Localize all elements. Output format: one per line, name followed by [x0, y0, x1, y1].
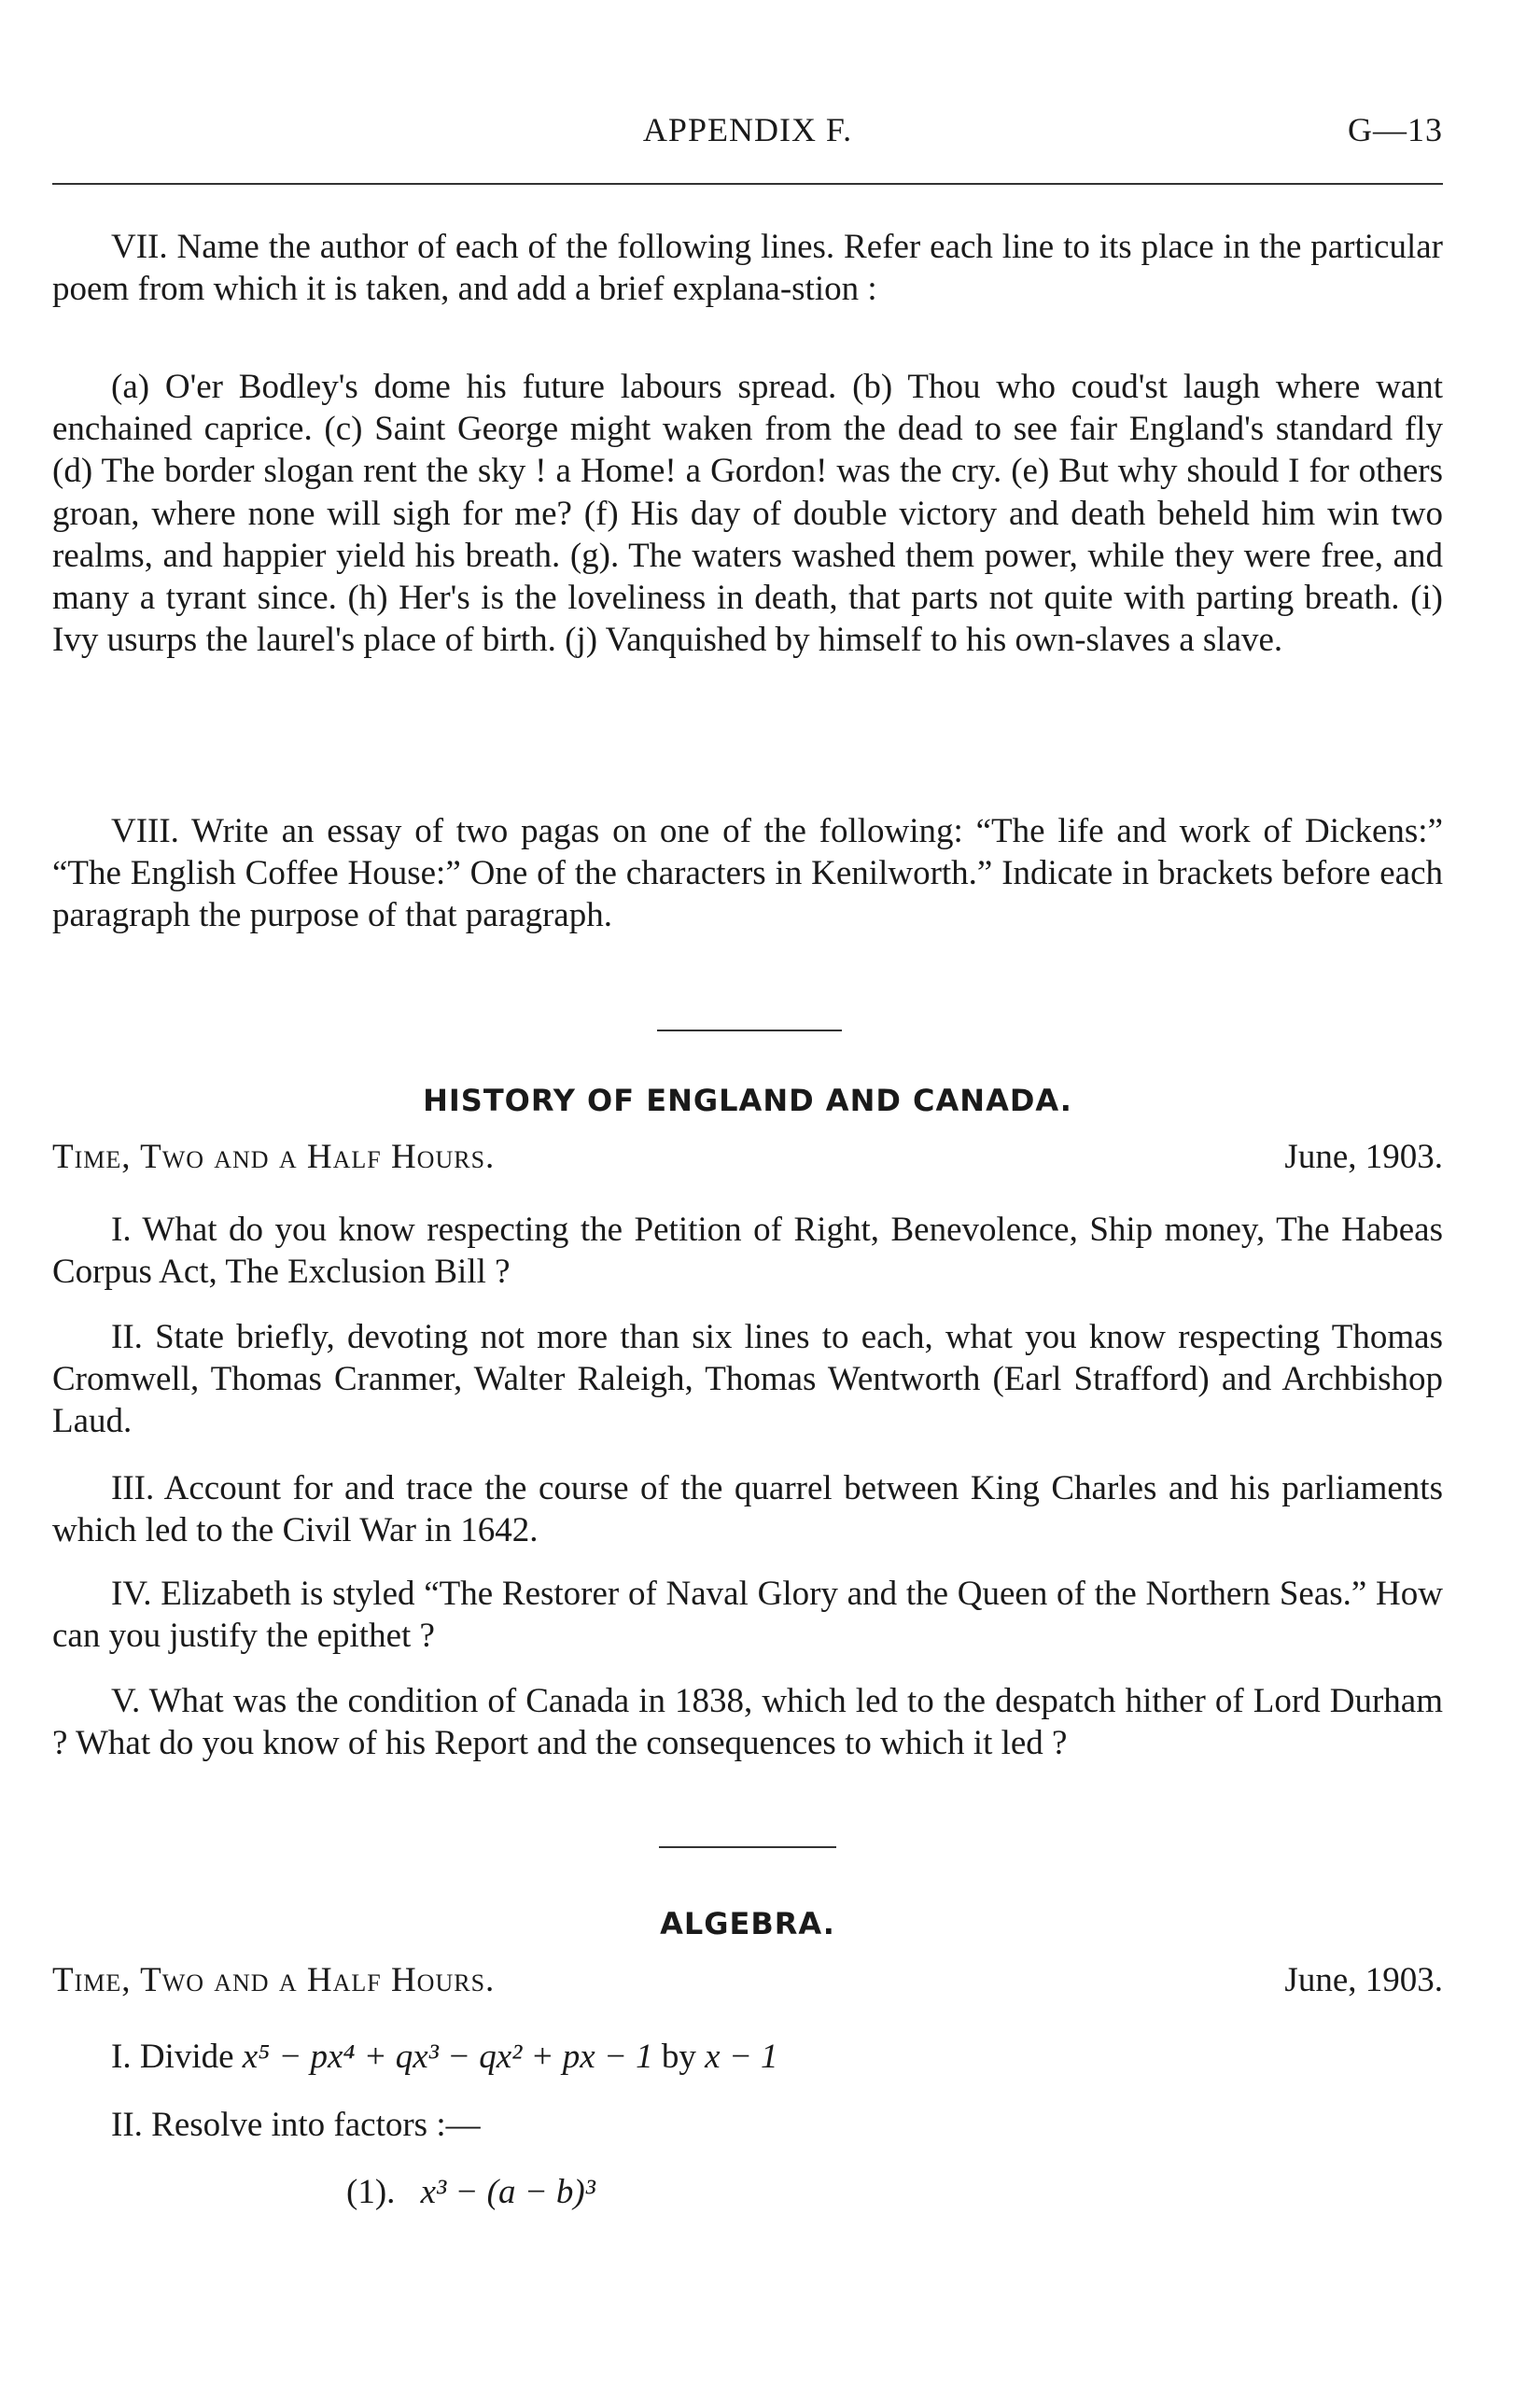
history-question-4: IV. Elizabeth is styled “The Restorer of Naval Glory and the Queen of the Northern Seas.” How can you justify the epithet ?	[52, 1575, 1443, 1656]
history-question-2: II. State briefly, devoting not more than six lines to each, what you know respecting Thomas Cromwell, Thomas Cranmer, Walter Raleigh, Thomas Wentworth (Earl Strafford) and Archbishop Laud.	[52, 1318, 1443, 1441]
divisor-expression: x − 1	[705, 2038, 778, 2076]
algebra-question-2-part-1: (1). x³ − (a − b)³	[346, 2173, 595, 2211]
algebra-time: Time, Two and a Half Hours.	[52, 1961, 496, 1999]
history-question-3: III. Account for and trace the course of the quarrel between King Charles and his parliaments which led to the Civil War in 1642.	[52, 1469, 1443, 1550]
algebra-time-line	[52, 1960, 1443, 2003]
history-time: Time, Two and a Half Hours.	[52, 1138, 496, 1176]
algebra-question-1: I. Divide x⁵ − px⁴ + qx³ − qx² + px − 1 by x − 1	[111, 2038, 778, 2076]
page-number: G—13	[1348, 111, 1443, 148]
factor-expression: x³ − (a − b)³	[420, 2173, 595, 2211]
english-question-7: VII. Name the author of each of the following lines. Refer each line to its place in the particular poem from which it is taken, and add a brief explana-stion :	[52, 228, 1443, 309]
english-question-8: VIII. Write an essay of two pagas on one of the following: “The life and work of Dickens:” “The English Coffee House:” One of the characters in Kenilworth.” Indicate in brackets before each paragraph the purpose of that paragraph.	[52, 812, 1443, 935]
history-question-1: I. What do you know respecting the Petition of Right, Benevolence, Ship money, The Habeas Corpus Act, The Exclusion Bill ?	[52, 1211, 1443, 1292]
section-divider	[657, 1030, 842, 1031]
history-date: June, 1903.	[1284, 1138, 1443, 1176]
history-time-line	[52, 1137, 1443, 1180]
english-question-7-lines: (a) O'er Bodley's dome his future labours spread. (b) Thou who coud'st laugh where want enchained caprice. (c) Saint George might waken from the dead to see fair England's standard fly (d) The border slogan rent the sky ! a Home! a Gordon! was the cry. (e) But why should I for others groan, where none will sigh for me? (f) His day of double victory and death beheld him win two realms, and happier yield his breath. (g). The waters washed them power, while they were free, and many a tyrant since. (h) Her's is the loveliness in death, that parts not quite with parting breath. (i) Ivy usurps the laurel's place of birth. (j) Vanquished by himself to his own-slaves a slave.	[52, 368, 1443, 660]
history-heading: HISTORY OF ENGLAND AND CANADA.	[423, 1083, 1072, 1118]
running-head	[52, 110, 1443, 157]
running-title: APPENDIX F.	[642, 111, 853, 148]
algebra-question-2: II. Resolve into factors :—	[111, 2106, 481, 2144]
header-rule	[52, 183, 1443, 185]
dividend-expression: x⁵ − px⁴ + qx³ − qx² + px − 1	[242, 2038, 653, 2076]
algebra-date: June, 1903.	[1284, 1961, 1443, 1999]
history-question-5: V. What was the condition of Canada in 1838, which led to the despatch hither of Lord Durham ? What do you know of his Report and the consequences to which it led ?	[52, 1682, 1443, 1763]
section-divider-2	[659, 1846, 836, 1848]
algebra-heading: ALGEBRA.	[660, 1906, 835, 1941]
